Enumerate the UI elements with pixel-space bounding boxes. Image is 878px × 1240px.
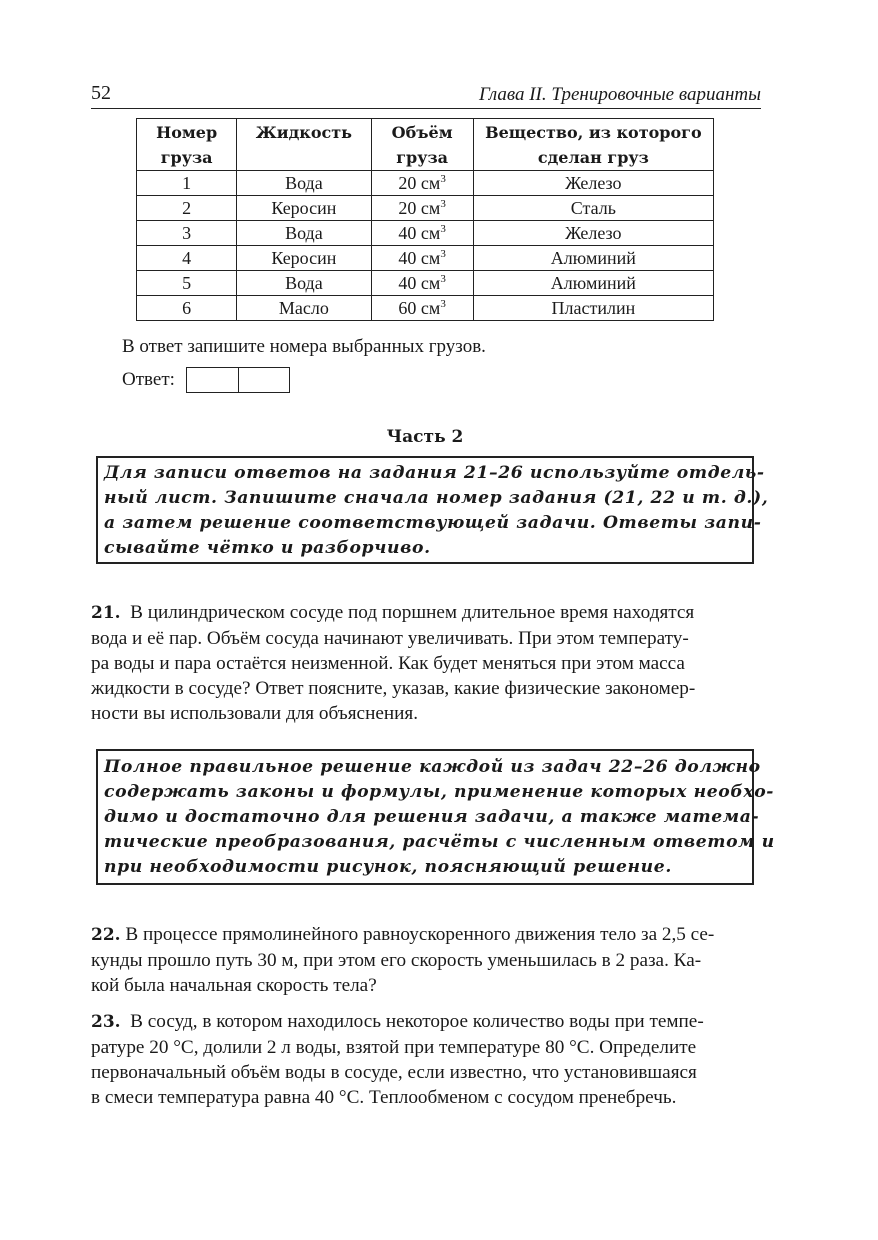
cell-liquid: Керосин bbox=[237, 246, 371, 271]
header-rule bbox=[91, 108, 761, 109]
volume-value: 20 см bbox=[398, 198, 441, 218]
notice-line: при необходимости рисунок, поясняющий решение. bbox=[104, 857, 672, 877]
header-line: груза bbox=[160, 148, 213, 167]
cargo-table bbox=[136, 118, 714, 321]
cell-number: 3 bbox=[137, 221, 237, 246]
notice-line: димо и достаточно для решения задачи, а также матема- bbox=[104, 807, 760, 827]
task-line bbox=[91, 600, 761, 626]
table-row bbox=[137, 221, 714, 246]
task-line: в смеси температура равна 40 °C. Теплообменом с сосудом пренебречь. bbox=[91, 1087, 677, 1108]
task-line: ратуре 20 °C, долили 2 л воды, взятой при температуре 80 °C. Определите bbox=[91, 1037, 697, 1058]
volume-exponent: 3 bbox=[440, 173, 446, 185]
cell-substance: Алюминий bbox=[473, 246, 713, 271]
cell-liquid: Керосин bbox=[237, 196, 371, 221]
volume-value: 40 см bbox=[398, 223, 441, 243]
part-title: Часть 2 bbox=[386, 427, 464, 447]
page-number: 52 bbox=[91, 82, 111, 104]
header-line: Вещество, из которого bbox=[485, 123, 702, 142]
task-line bbox=[91, 1009, 761, 1035]
volume-value: 40 см bbox=[398, 248, 441, 268]
notice-solution-rules bbox=[96, 749, 775, 885]
cell-substance: Пластилин bbox=[473, 296, 713, 321]
task-text: В цилиндрическом сосуде под поршнем длительное время находятся bbox=[130, 602, 695, 623]
header-line: Жидкость bbox=[255, 123, 353, 142]
header-line: Объём bbox=[391, 123, 453, 142]
cell-number: 5 bbox=[137, 271, 237, 296]
volume-exponent: 3 bbox=[440, 198, 446, 210]
cell-volume bbox=[371, 196, 473, 221]
answer-cell-2[interactable] bbox=[238, 368, 290, 392]
volume-value: 40 см bbox=[398, 273, 441, 293]
task-line: жидкости в сосуде? Ответ поясните, указав, какие физические закономер- bbox=[91, 678, 696, 699]
task-line: вода и её пар. Объём сосуда начинают увеличивать. При этом температу- bbox=[91, 628, 689, 649]
cell-volume bbox=[371, 171, 473, 196]
notice-line: тические преобразования, расчёты с численным ответом и bbox=[104, 832, 775, 852]
notice-line: а затем решение соответствующей задачи. Ответы запи- bbox=[104, 513, 762, 533]
cell-number: 4 bbox=[137, 246, 237, 271]
header-cargo-number bbox=[137, 119, 237, 171]
notice-line: сывайте чётко и разборчиво. bbox=[104, 538, 431, 558]
cell-volume bbox=[371, 246, 473, 271]
cell-number: 2 bbox=[137, 196, 237, 221]
answer-cell-1[interactable] bbox=[187, 368, 238, 392]
cell-liquid: Масло bbox=[237, 296, 371, 321]
answer-label: Ответ: bbox=[122, 369, 175, 390]
volume-exponent: 3 bbox=[440, 248, 446, 260]
cell-substance: Железо bbox=[473, 221, 713, 246]
task-line: ности вы использовали для объяснения. bbox=[91, 703, 419, 724]
task-line: кунды прошло путь 30 м, при этом его скорость уменьшилась в 2 раза. Ка- bbox=[91, 950, 702, 971]
answer-box[interactable] bbox=[186, 367, 290, 393]
task-21 bbox=[91, 600, 761, 726]
cell-substance: Сталь bbox=[473, 196, 713, 221]
notice-line: Для записи ответов на задания 21–26 используйте отдель- bbox=[104, 463, 765, 483]
cell-number: 1 bbox=[137, 171, 237, 196]
volume-exponent: 3 bbox=[440, 298, 446, 310]
cell-volume bbox=[371, 296, 473, 321]
task-text: В сосуд, в котором находилось некоторое количество воды при темпе- bbox=[130, 1011, 704, 1032]
cell-volume bbox=[371, 221, 473, 246]
task-line: первоначальный объём воды в сосуде, если известно, что установившаяся bbox=[91, 1062, 697, 1083]
volume-exponent: 3 bbox=[440, 223, 446, 235]
table-row bbox=[137, 246, 714, 271]
header-line: сделан груз bbox=[537, 148, 649, 167]
task-text: В процессе прямолинейного равноускоренного движения тело за 2,5 се- bbox=[125, 924, 715, 945]
cell-liquid: Вода bbox=[237, 171, 371, 196]
volume-value: 60 см bbox=[398, 298, 441, 318]
task-22 bbox=[91, 922, 761, 998]
header-liquid bbox=[237, 119, 371, 171]
task-number: 23. bbox=[91, 1012, 121, 1032]
task-number: 22. bbox=[91, 925, 121, 945]
cell-substance: Железо bbox=[473, 171, 713, 196]
table-row bbox=[137, 296, 714, 321]
task-23 bbox=[91, 1009, 761, 1110]
notice-answer-rules bbox=[96, 456, 769, 564]
header-line: Номер bbox=[156, 123, 218, 142]
cell-liquid: Вода bbox=[237, 271, 371, 296]
notice-line: Полное правильное решение каждой из задач 22–26 должно bbox=[104, 757, 761, 777]
cell-volume bbox=[371, 271, 473, 296]
task-line: кой была начальная скорость тела? bbox=[91, 975, 377, 996]
task-line: ра воды и пара остаётся неизменной. Как будет меняться при этом масса bbox=[91, 653, 685, 674]
notice-line: содержать законы и формулы, применение которых необхо- bbox=[104, 782, 775, 802]
task-number: 21. bbox=[91, 603, 121, 623]
answer-instruction: В ответ запишите номера выбранных грузов. bbox=[122, 336, 486, 357]
table-header-row bbox=[137, 119, 714, 171]
volume-value: 20 см bbox=[398, 173, 441, 193]
task-line bbox=[91, 922, 761, 948]
header-volume bbox=[371, 119, 473, 171]
table-row bbox=[137, 171, 714, 196]
table-row bbox=[137, 196, 714, 221]
table-row bbox=[137, 271, 714, 296]
header-substance bbox=[473, 119, 713, 171]
cell-liquid: Вода bbox=[237, 221, 371, 246]
cell-substance: Алюминий bbox=[473, 271, 713, 296]
notice-line: ный лист. Запишите сначала номер задания (21, 22 и т. д.), bbox=[104, 488, 769, 508]
volume-exponent: 3 bbox=[440, 273, 446, 285]
running-head: Глава II. Тренировочные варианты bbox=[479, 84, 761, 105]
cell-number: 6 bbox=[137, 296, 237, 321]
header-line: груза bbox=[396, 148, 449, 167]
header-line bbox=[237, 145, 370, 170]
